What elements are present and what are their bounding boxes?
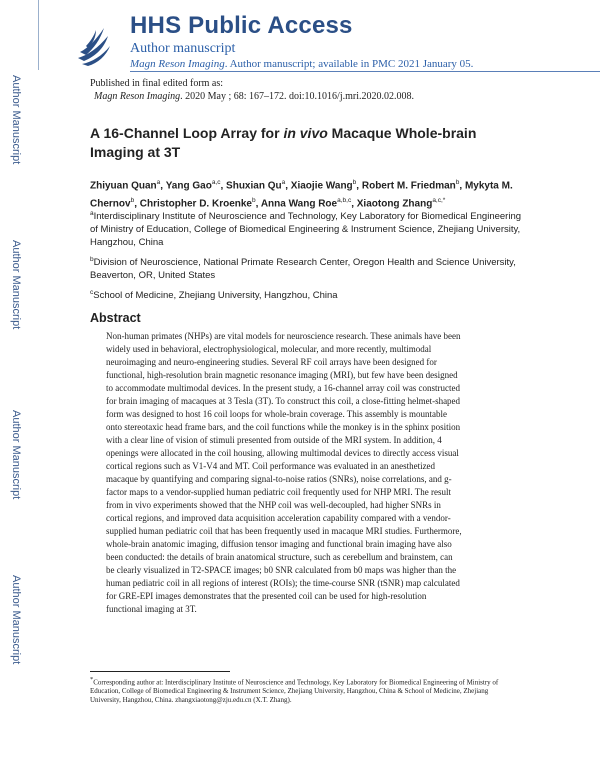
published-citation: [90, 90, 414, 103]
abstract-line: be clearly visualized in T2-SPACE images; b0 SNR calculated from b0 maps was higher than the: [106, 565, 457, 575]
footnote-marker: *: [90, 676, 94, 683]
abstract-line: cortical regions such as V1-V4 and MT. Coil performance was evaluated in an anesthetized: [106, 461, 436, 471]
abstract-body: [106, 330, 514, 616]
abstract-line: for brain imaging of macaques at 3 Tesla (3T). To construct this coil, a close-fitting helmet-shaped: [106, 396, 461, 406]
published-block: [90, 77, 414, 103]
abstract-line: neuroimaging and neuro-engineering studies. Several RF coil arrays have been designed for: [106, 357, 437, 367]
author-affil-sup: b: [130, 197, 135, 205]
abstract-line: with a clear line of vision of stimuli presented from outside of the MRI system. In addition, 4: [106, 435, 442, 445]
affiliation: [90, 286, 530, 302]
author-affil-sup: a,c: [211, 179, 221, 186]
author-affil-sup: a,c,*: [432, 197, 446, 205]
footnote-text: Corresponding author at: Interdisciplinary Institute of Neuroscience and Technology, Key Laboratory for Biomedical Engineering of Ministry of Education, College of Biomedical Engineering & Instrument Science, Zhejiang University, Hangzhou, China & School of Medicine, Zhejiang University, Hangzhou, China. zhangxiaotong@zju.edu.cn (X.T. Zhang).: [90, 678, 499, 705]
corresponding-author-footnote: [90, 675, 510, 705]
affiliation-sup: a: [90, 210, 94, 217]
author-name: Zhiyuan Quan: [90, 180, 157, 192]
abstract-line: Non-human primates (NHPs) are vital models for neuroscience research. These animals have been: [106, 331, 461, 341]
abstract-line: been conducted: the details of brain anatomical structure, such as cerebellum and brainstem, can: [106, 552, 453, 562]
affiliation-sup: c: [90, 289, 94, 296]
side-label-author-manuscript: Author Manuscript: [10, 410, 22, 500]
author-name: Xiaojie Wang: [290, 180, 353, 192]
author-name: Christopher D. Kroenke: [139, 198, 252, 210]
abstract-line: supplied human pediatric coil that has been frequently used in macaque MRI studies. Furthermore,: [106, 526, 462, 536]
abstract-line: from in vivo experiments showed that the NHP coil was well-decoupled, had higher SNRs in: [106, 500, 441, 510]
title-part-2: Macaque Whole-brain Imaging at 3T: [90, 125, 477, 160]
affiliation-text: Interdisciplinary Institute of Neuroscience and Technology, Key Laboratory for Biomedical Engineering of Ministry of Education, College of Biomedical Engineering & Instrument Science, Zhejiang University, Hangzhou, China: [90, 211, 522, 249]
abstract-line: widely used in behavioral, electrophysiological, molecular, and more recently, multimodal: [106, 344, 432, 354]
author-name: Shuxian Qu: [226, 180, 282, 192]
side-label-author-manuscript: Author Manuscript: [10, 240, 22, 330]
abstract-line: openings were allocated in the coil housing, allowing multimodal devices to directly access visual: [106, 448, 459, 458]
affiliation: [90, 207, 530, 249]
hhs-eagle-logo-icon: [74, 22, 114, 68]
abstract-line: to accommodate multimodal devices. In the present study, a 16-channel array coil was constructed: [106, 383, 461, 393]
side-label-author-manuscript: Author Manuscript: [10, 575, 22, 665]
author-affil-sup: a: [156, 179, 161, 186]
abstract-line: cortical regions, and improved data acquisition acceleration capability compared with a vendor-: [106, 513, 451, 523]
title-part-1: A 16-Channel Loop Array for: [90, 125, 284, 141]
abstract-line: macaque by quantifying and comparing signal-to-noise ratios (SNRs), noise correlations, and g-: [106, 474, 452, 484]
abstract-line: functional, high-resolution brain magnetic resonance imaging (MRI), but few have been designed: [106, 370, 458, 380]
footnote-rule: [90, 671, 230, 672]
author-affil-sup: b: [252, 197, 256, 205]
abstract-line: human pediatric coil in all regions of interest (ROIs); the time-course SNR (tSNR) map calculated: [106, 578, 460, 588]
header-cite-rest: . Author manuscript; available in PMC 2021 January 05.: [224, 58, 474, 70]
title-italic: in vivo: [283, 125, 328, 141]
affiliation-text: Division of Neuroscience, National Primate Research Center, Oregon Health and Science University, Beaverton, OR, United States: [90, 257, 516, 282]
author-name: Robert M. Friedman: [361, 180, 456, 192]
published-journal: Magn Reson Imaging: [94, 91, 181, 102]
author-affil-sup: b: [352, 179, 357, 186]
affiliation: [90, 253, 530, 282]
side-divider: [38, 0, 39, 70]
article-title: [90, 124, 530, 162]
affiliation-text: School of Medicine, Zhejiang University, Hangzhou, China: [93, 290, 338, 302]
abstract-line: functional imaging at 3T.: [106, 604, 197, 614]
author-affil-sup: b: [455, 179, 460, 186]
header-citation: [130, 58, 473, 70]
abstract-line: whole-brain anatomic imaging, diffusion tensor imaging and functional brain imaging have also: [106, 539, 452, 549]
author-name: Anna Wang Roe: [260, 198, 338, 210]
header-journal[interactable]: Magn Reson Imaging: [130, 58, 225, 70]
author-name: Mykyta M. Chernov: [90, 180, 513, 210]
abstract-line: onto stereotaxic head frame bars, and the coil functions while the monkey is in the sphinx position: [106, 422, 461, 432]
published-label: Published in final edited form as:: [90, 78, 224, 89]
author-affil-sup: a: [281, 179, 286, 186]
abstract-line: factor maps to a vendor-supplied human pediatric coil frequently used for NHP MRI. The result: [106, 487, 451, 497]
side-label-author-manuscript: Author Manuscript: [10, 75, 22, 165]
author-name: Xiaotong Zhang: [356, 198, 433, 210]
abstract-line: for GRE-EPI images demonstrates that the presented coil can be used for high-resolution: [106, 591, 427, 601]
author-list: Zhiyuan Quan$^a$, Yang Gao$^{a,c}$, Shuxian Qu$^a$, Xiaojie Wang$^b$, Robert M. Friedman$^b$, Mykyta M. Chernov$^b$, Christopher D. Kroenke$^b$, Anna Wang Roe$^{a,b,c}$, Xiaotong Zhang$^{a,c,*}$: [90, 179, 513, 210]
affiliation-sup: b: [90, 256, 94, 263]
abstract-heading: Abstract: [90, 311, 141, 325]
abstract-line: form was designed to host 16 coil loops for whole-brain coverage. This assembly is mountable: [106, 409, 448, 419]
header-subtitle: Author manuscript: [130, 41, 236, 56]
header-rule: [130, 71, 600, 72]
author-affil-sup: a,b,c: [337, 197, 352, 205]
author-name: Yang Gao: [165, 180, 212, 192]
header-title: HHS Public Access: [130, 12, 353, 39]
published-citation-rest: . 2020 May ; 68: 167–172. doi:10.1016/j.mri.2020.02.008.: [180, 91, 414, 102]
